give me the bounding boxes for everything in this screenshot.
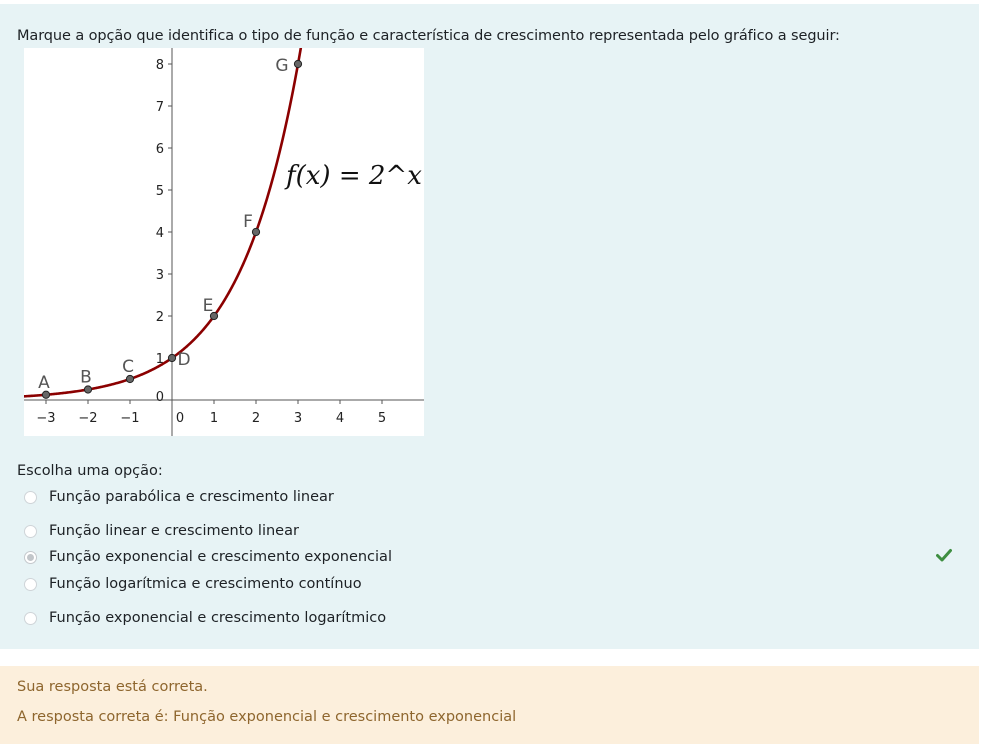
option-exponential-log[interactable] bbox=[24, 608, 386, 628]
choose-option-label: Escolha uma opção: bbox=[17, 463, 163, 479]
option-parabolic[interactable] bbox=[24, 487, 334, 507]
feedback-correct-answer: A resposta correta é: Função exponencial e crescimento exponencial bbox=[17, 709, 517, 725]
radio-button[interactable] bbox=[24, 525, 37, 538]
feedback-status: Sua resposta está correta. bbox=[17, 679, 208, 695]
option-exponential[interactable] bbox=[24, 547, 392, 567]
graph-points bbox=[38, 56, 301, 398]
y-tick-label: 4 bbox=[155, 226, 164, 241]
check-icon bbox=[936, 548, 952, 562]
x-tick-label: 0 bbox=[175, 411, 185, 426]
point-label: D bbox=[177, 350, 191, 370]
option-label: Função exponencial e crescimento logarítmico bbox=[49, 610, 387, 626]
question-panel bbox=[0, 4, 979, 649]
point-label: G bbox=[275, 56, 289, 76]
x-tick-label: 5 bbox=[377, 411, 387, 426]
x-tick-label: 3 bbox=[293, 411, 303, 426]
point-label: E bbox=[202, 296, 214, 316]
y-tick-label: 2 bbox=[155, 310, 164, 325]
option-label: Função exponencial e crescimento exponencial bbox=[49, 549, 392, 565]
point-g bbox=[294, 60, 301, 67]
x-tick-label: −2 bbox=[78, 411, 98, 426]
point-label: F bbox=[243, 212, 253, 232]
point-f bbox=[252, 228, 259, 235]
point-d bbox=[168, 354, 175, 361]
option-label: Função linear e crescimento linear bbox=[49, 523, 299, 539]
formula-text: f(x) = 2^x bbox=[286, 161, 422, 191]
option-logarithmic[interactable] bbox=[24, 574, 362, 594]
radio-button-selected[interactable] bbox=[24, 551, 37, 564]
y-tick-label: 7 bbox=[155, 100, 164, 115]
exponential-graph bbox=[24, 48, 424, 436]
point-label: B bbox=[80, 367, 92, 388]
y-tick-label: 1 bbox=[155, 352, 164, 367]
x-tick-label: −3 bbox=[36, 411, 56, 426]
x-tick-label: 2 bbox=[251, 411, 261, 426]
option-label: Função logarítmica e crescimento contínuo bbox=[49, 576, 362, 592]
point-label: A bbox=[38, 372, 50, 393]
y-tick-label: 6 bbox=[155, 142, 164, 157]
radio-button[interactable] bbox=[24, 491, 37, 504]
feedback-panel bbox=[0, 666, 979, 744]
x-tick-label: 1 bbox=[209, 411, 219, 426]
y-tick-label: 5 bbox=[155, 184, 164, 199]
x-tick-label: −1 bbox=[120, 411, 140, 426]
y-tick-label: 3 bbox=[155, 268, 164, 283]
radio-button[interactable] bbox=[24, 578, 37, 591]
radio-button[interactable] bbox=[24, 612, 37, 625]
y-tick-label: 0 bbox=[155, 390, 164, 405]
question-text: Marque a opção que identifica o tipo de função e característica de crescimento representada pelo gráfico a seguir: bbox=[17, 28, 840, 44]
point-label: C bbox=[122, 357, 134, 377]
option-linear[interactable] bbox=[24, 521, 299, 541]
formula-label bbox=[284, 161, 422, 191]
y-tick-label: 8 bbox=[155, 58, 164, 73]
option-label: Função parabólica e crescimento linear bbox=[49, 489, 334, 505]
x-tick-label: 4 bbox=[335, 411, 345, 426]
